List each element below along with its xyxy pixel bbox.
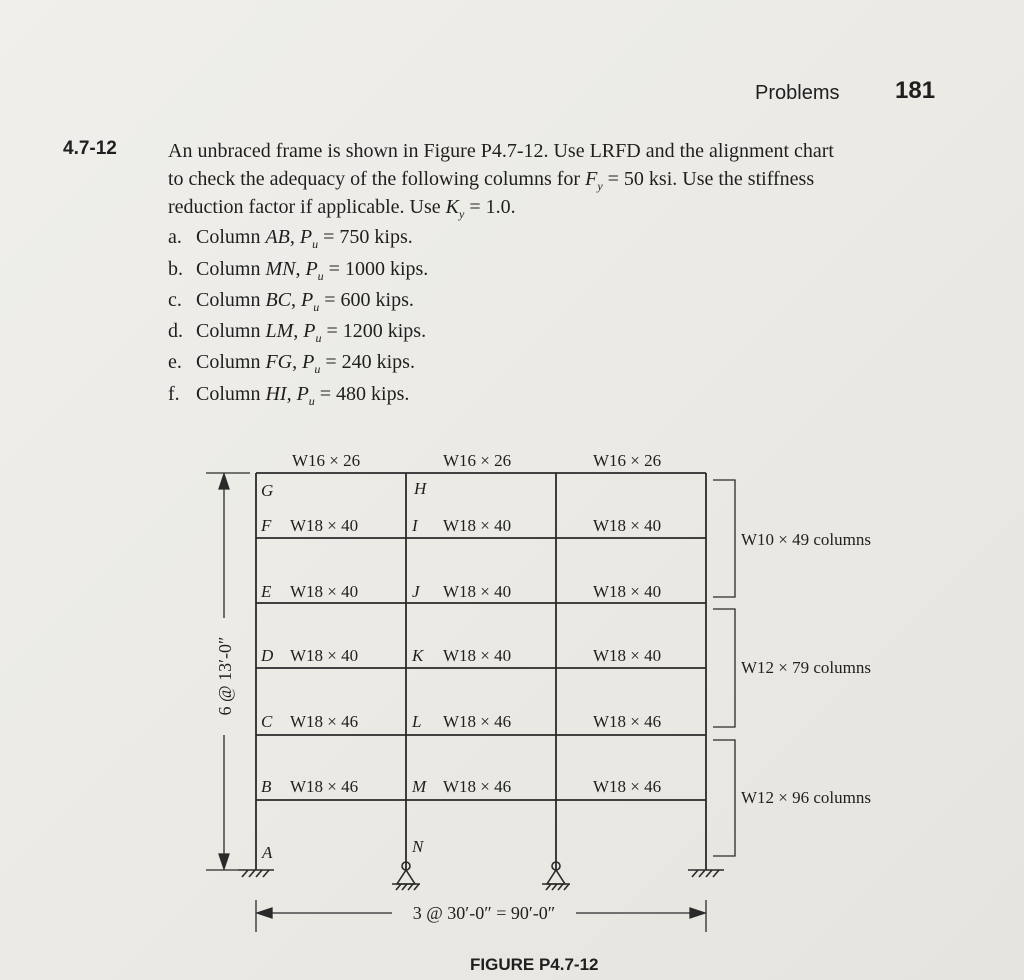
item-pu-symbol: P xyxy=(296,383,309,405)
floor-beam-label: W18 × 46 xyxy=(593,712,662,731)
floor-beam-label: W18 × 40 xyxy=(443,516,512,535)
width-dimension-text: 3 @ 30′-0″ = 90′-0″ xyxy=(412,903,556,923)
item-value: = 240 kips. xyxy=(320,351,415,373)
node-label: B xyxy=(261,777,272,796)
item-prefix: Column xyxy=(196,320,266,342)
intro-line2-a: to check the adequacy of the following columns for xyxy=(168,168,586,190)
item-prefix: Column xyxy=(196,351,266,373)
problem-item: e. Column FG, $P_u = 240$ kips. xyxy=(168,351,415,376)
node-label: F xyxy=(261,516,272,535)
node-label: A xyxy=(262,843,273,862)
floor-beam-label: W18 × 40 xyxy=(290,582,359,601)
problem-item: f. Column HI, $P_u = 480$ kips. xyxy=(168,383,410,408)
node-label: K xyxy=(412,646,424,665)
problem-item: c. Column BC, $P_u = 600$ kips. xyxy=(168,289,414,314)
floor-beam-label: W18 × 46 xyxy=(443,712,512,731)
node-label: D xyxy=(261,646,274,665)
fixed-support-right xyxy=(688,870,724,877)
item-value: = 1200 kips. xyxy=(321,320,427,342)
item-value: = 1000 kips. xyxy=(323,258,429,280)
ky-symbol: K xyxy=(445,196,459,218)
item-column: FG xyxy=(265,351,293,373)
floor-beam-label: W18 × 40 xyxy=(593,516,662,535)
roof-beam-label: W16 × 26 xyxy=(593,451,662,470)
item-pu-sub: u xyxy=(315,331,322,345)
item-column: HI xyxy=(265,383,287,405)
item-value: = 750 kips. xyxy=(318,226,413,248)
roof-beam-label: W16 × 26 xyxy=(292,451,361,470)
item-prefix: Column xyxy=(196,289,266,311)
item-pu-sub: u xyxy=(308,394,315,408)
item-pu-sub: u xyxy=(317,269,324,283)
column-group-label: W12 × 96 columns xyxy=(741,788,871,807)
item-pu-sub: u xyxy=(313,300,320,314)
node-label: L xyxy=(412,712,422,731)
floor-beam-label: W18 × 40 xyxy=(443,582,512,601)
bracket-group-3 xyxy=(713,740,735,856)
node-label: M xyxy=(412,777,427,796)
node-label: E xyxy=(261,582,272,601)
figure-caption: FIGURE P4.7-12 xyxy=(470,955,599,974)
floor-beam-label: W18 × 40 xyxy=(443,646,512,665)
column-group-label: W10 × 49 columns xyxy=(741,530,871,549)
item-pu-symbol: P xyxy=(303,320,316,342)
intro-line3-b: = 1.0. xyxy=(464,196,516,218)
item-prefix: Column xyxy=(196,258,266,280)
item-prefix: Column xyxy=(196,226,266,248)
floor-beam-label: W18 × 46 xyxy=(593,777,662,796)
node-label: G xyxy=(261,481,274,500)
roof-beam-label: W16 × 26 xyxy=(443,451,512,470)
item-column: LM xyxy=(265,320,294,342)
item-pu-symbol: P xyxy=(302,351,315,373)
item-pu-sub: u xyxy=(314,362,321,376)
dim-arrow-down xyxy=(219,854,229,869)
item-label: a. xyxy=(168,226,182,248)
problem-number: 4.7-12 xyxy=(63,138,117,159)
item-pu-sub: u xyxy=(312,237,319,251)
intro-line1: An unbraced frame is shown in Figure P4.7-12. Use LRFD and the alignment chart xyxy=(168,140,834,162)
intro-line3-a: reduction factor if applicable. Use xyxy=(168,196,446,218)
dim-arrow-left xyxy=(257,908,272,918)
item-column: BC xyxy=(265,289,292,311)
fy-symbol: F xyxy=(585,168,598,190)
node-label: I xyxy=(412,516,418,535)
problem-item: d. Column LM, $P_u = 1200$ kips. xyxy=(168,320,427,345)
fixed-support-left xyxy=(238,870,274,877)
floor-beam-label: W18 × 46 xyxy=(290,712,359,731)
node-label: J xyxy=(412,582,420,601)
dim-arrow-right xyxy=(690,908,705,918)
item-label: f. xyxy=(168,383,180,405)
intro-line2-b: = 50 ksi. Use the stiffness xyxy=(602,168,815,190)
node-label: H xyxy=(414,479,427,498)
item-label: d. xyxy=(168,320,183,342)
item-label: c. xyxy=(168,289,182,311)
item-pu-symbol: P xyxy=(299,226,313,248)
floor-beam-label: W18 × 46 xyxy=(290,777,359,796)
fy-subscript: y xyxy=(597,179,603,193)
page-number: 181 xyxy=(895,77,936,104)
item-pu-symbol: P xyxy=(301,289,314,311)
item-prefix: Column xyxy=(196,383,266,405)
floor-beam-label: W18 × 40 xyxy=(593,582,662,601)
floor-beam-label: W18 × 40 xyxy=(593,646,662,665)
item-pu-symbol: P xyxy=(305,258,318,280)
ky-subscript: y xyxy=(459,207,465,221)
bracket-group-2 xyxy=(713,609,735,727)
column-group-label: W12 × 79 columns xyxy=(741,658,871,677)
node-label: N xyxy=(412,837,424,856)
bracket-group-1 xyxy=(713,480,735,597)
floor-beam-label: W18 × 40 xyxy=(290,646,359,665)
item-column: AB xyxy=(265,226,290,248)
problem-item: b. Column MN, $P_u = 1000$ kips. xyxy=(168,258,429,283)
item-label: e. xyxy=(168,351,182,373)
dim-arrow-up xyxy=(219,474,229,489)
item-label: b. xyxy=(168,258,183,280)
floor-beam-label: W18 × 40 xyxy=(290,516,359,535)
item-value: = 480 kips. xyxy=(314,383,410,405)
item-column: MN xyxy=(265,258,296,280)
problem-item: a. Column AB, $P_u = 750$ kips. xyxy=(168,226,413,251)
height-dimension-text: 6 @ 13′-0″ xyxy=(215,636,235,716)
floor-beam-label: W18 × 46 xyxy=(443,777,512,796)
item-value: = 600 kips. xyxy=(319,289,414,311)
running-header-section: Problems xyxy=(755,82,840,104)
node-label: C xyxy=(261,712,273,731)
